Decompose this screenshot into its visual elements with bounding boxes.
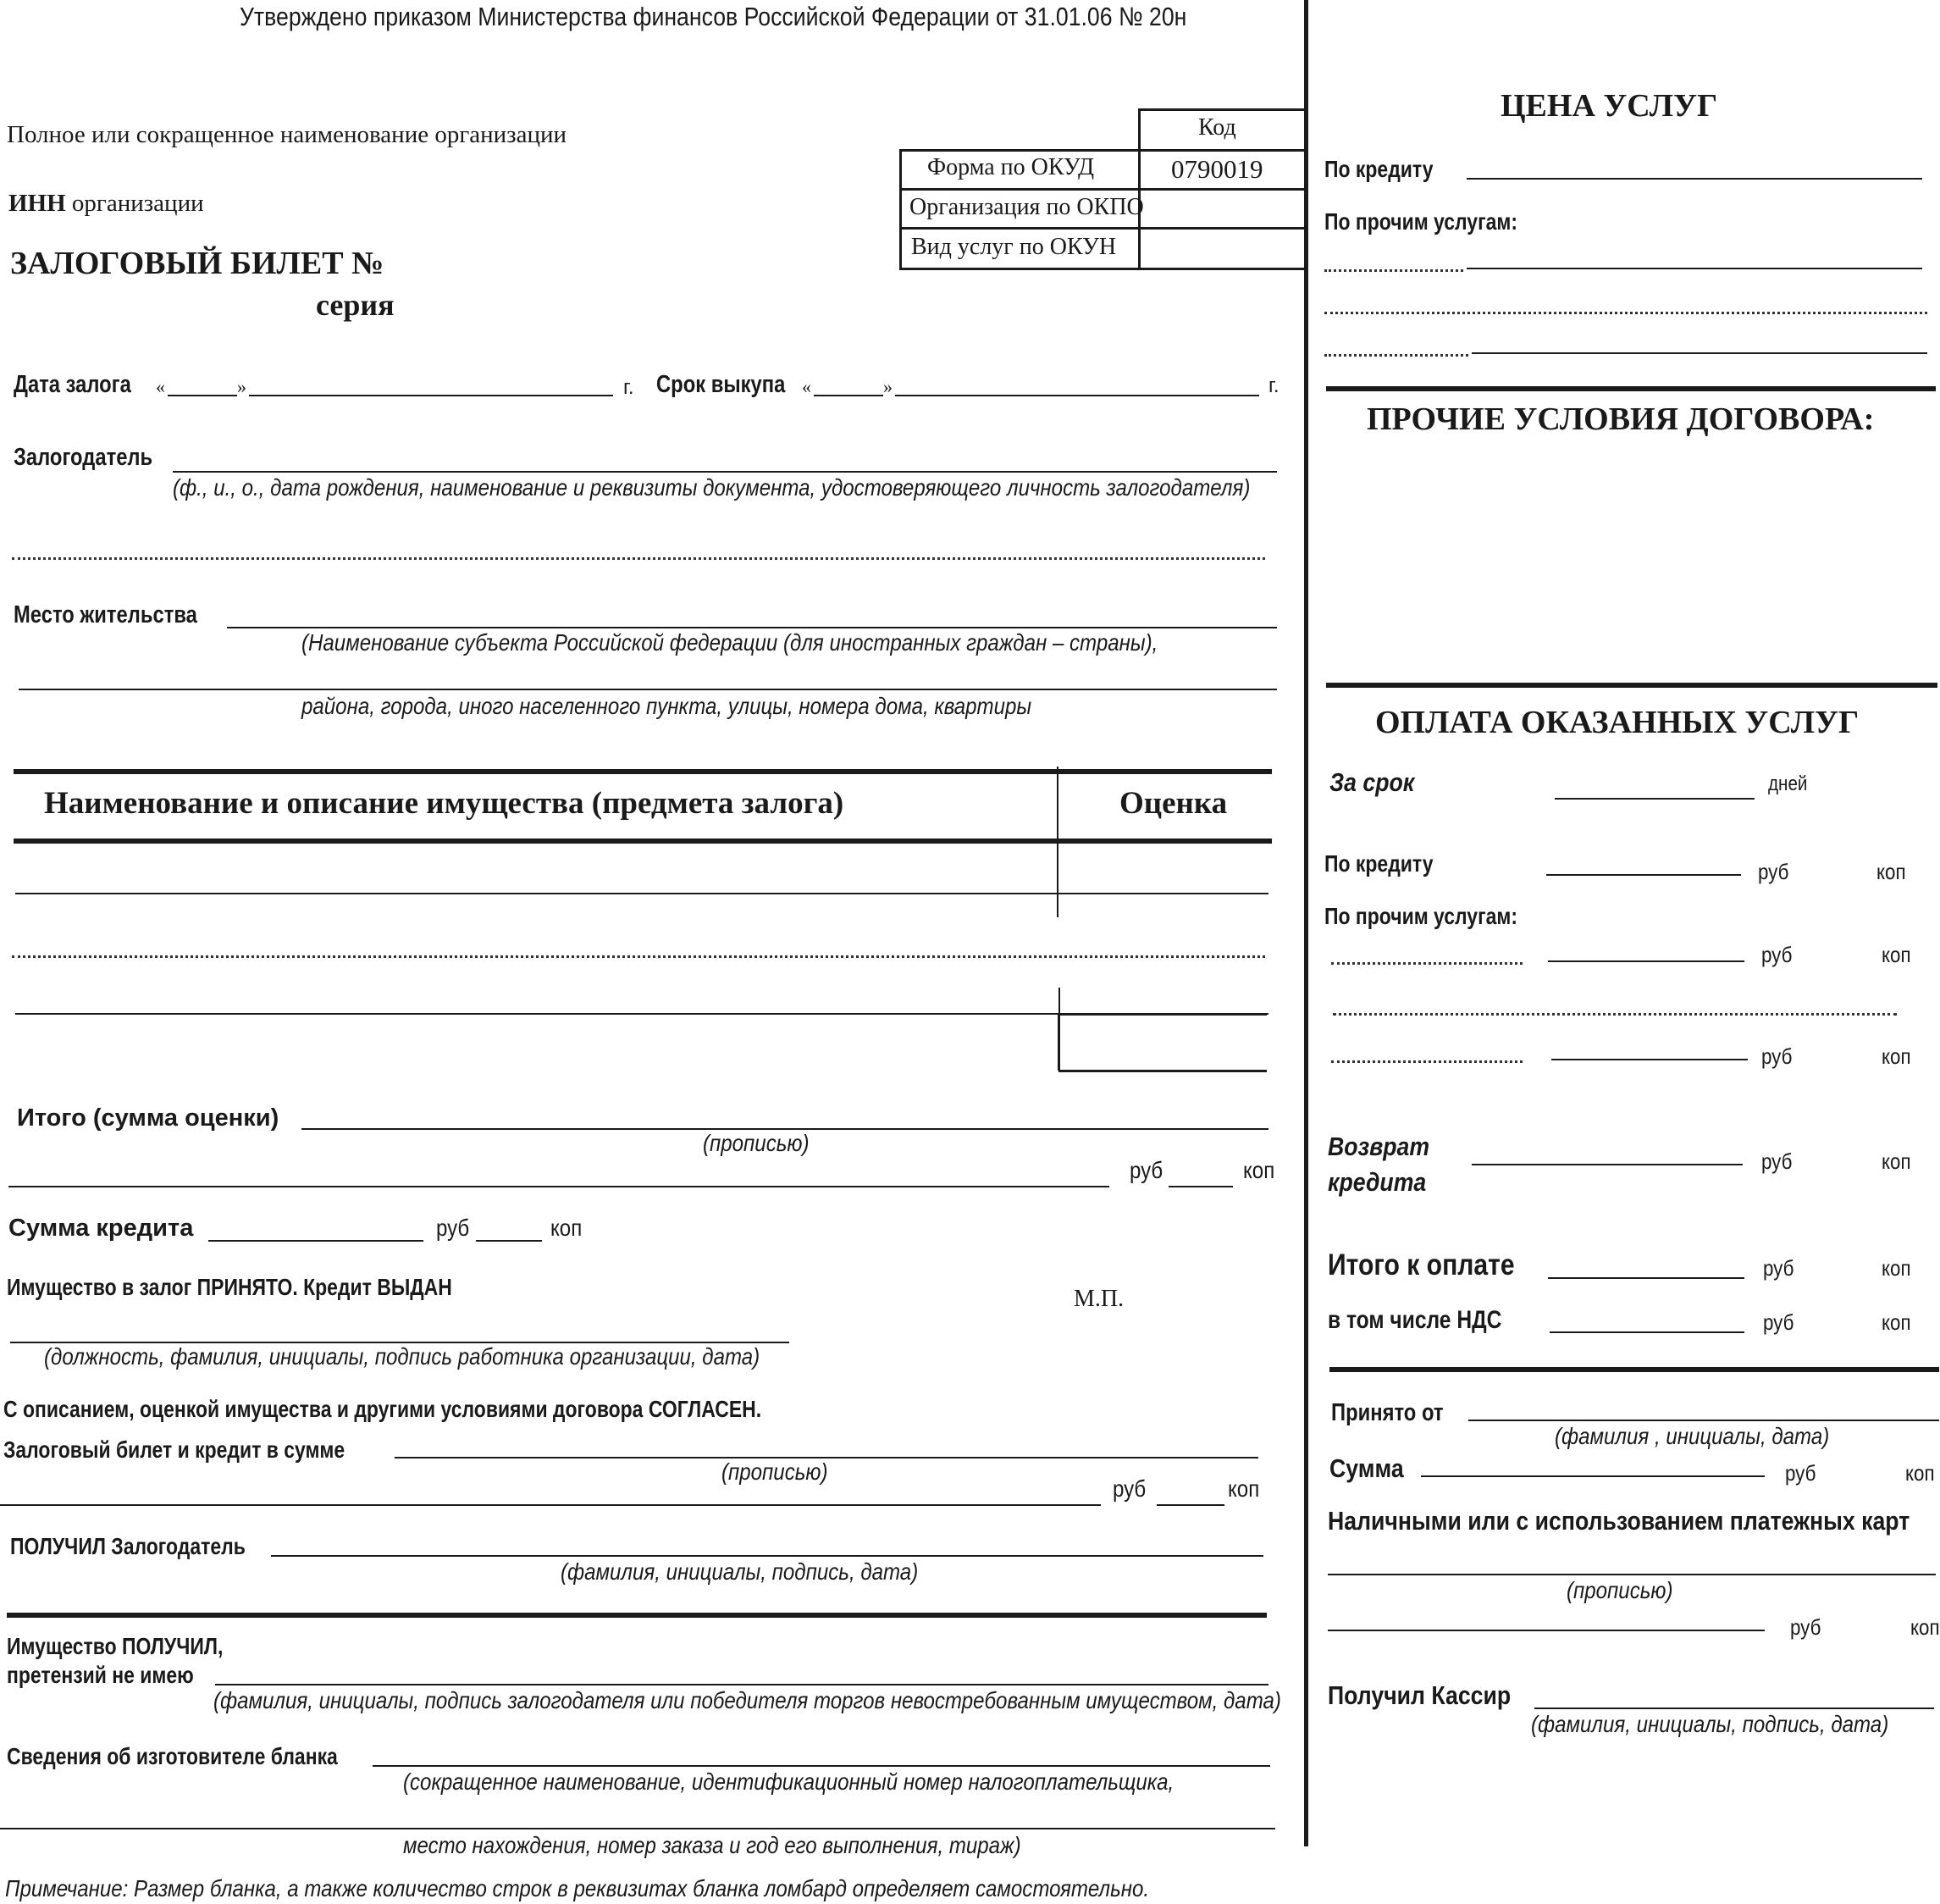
pledger-line[interactable]: [173, 471, 1277, 473]
org-name-label: Полное или сокращенное наименование организации: [7, 121, 567, 148]
property-dotted-line[interactable]: [12, 955, 1265, 958]
note-text: Примечание: Размер бланка, а также количество строк в реквизитах бланка ломбард определяет самостоятельно.: [5, 1875, 1150, 1901]
pledger-dotted-line[interactable]: [12, 557, 1265, 560]
credit-sum-label: Сумма кредита: [8, 1215, 194, 1242]
price-other-line-3[interactable]: [1472, 352, 1927, 354]
pledge-month-line[interactable]: [249, 395, 613, 396]
residence-hint-2: района, города, иного населенного пункта, улицы, номера дома, квартиры: [301, 693, 1032, 719]
maker-line-1[interactable]: [373, 1765, 1270, 1767]
received-from-hint: (фамилия , инициалы, дата): [1555, 1423, 1830, 1449]
pay-other-label: По прочим услугам:: [1324, 903, 1518, 929]
total-kop-line[interactable]: [1169, 1186, 1233, 1187]
stamp-label: М.П.: [1074, 1286, 1125, 1312]
total-label: Итого (сумма оценки): [17, 1104, 279, 1132]
price-other-dots-1: [1324, 269, 1463, 272]
received-hint: (фамилия, инициалы, подпись, дата): [561, 1558, 919, 1585]
return-kop: коп: [1882, 1148, 1911, 1174]
total-in-words-hint: (прописью): [703, 1130, 810, 1156]
maker-hint-1: (сокращенное наименование, идентификационный номер налогоплательщика,: [403, 1768, 1175, 1795]
prop-received-hint: (фамилия, инициалы, подпись залогодателя или победителя торгов невостребованным имуществом, дата): [213, 1687, 1281, 1713]
property-value-cell-left: [1058, 1013, 1060, 1071]
price-by-credit-label: По кредиту: [1324, 156, 1434, 182]
pledge-date-open-quote: «: [156, 376, 165, 397]
ticket-credit-words-line[interactable]: [0, 1504, 1101, 1506]
vat-label: в том числе НДС: [1328, 1306, 1502, 1334]
prop-received-line[interactable]: [215, 1684, 1268, 1685]
inn-label: [8, 191, 204, 216]
pledge-day-line[interactable]: [168, 395, 237, 396]
code-row-line-2: [899, 227, 1304, 230]
return-credit-line2: кредита: [1328, 1167, 1427, 1197]
agreed-text: С описанием, оценкой имущества и другими условиями договора СОГЛАСЕН.: [3, 1396, 762, 1422]
pay-other-rub-1: руб: [1761, 942, 1793, 967]
redeem-year-label: г.: [1268, 374, 1280, 397]
redeem-close-quote: »: [883, 376, 893, 397]
price-other-label: По прочим услугам:: [1324, 208, 1518, 235]
payment-title: ОПЛАТА ОКАЗАННЫХ УСЛУГ: [1375, 705, 1860, 740]
ticket-title: ЗАЛОГОВЫЙ БИЛЕТ №: [10, 246, 384, 281]
price-other-dots-3: [1324, 354, 1468, 357]
series-label: серия: [316, 288, 395, 322]
redeem-open-quote: «: [802, 376, 811, 397]
pay-by-credit-line[interactable]: [1546, 874, 1741, 876]
approval-text: Утверждено приказом Министерства финансов Российской Федерации от 31.01.06 № 20н: [240, 2, 1187, 31]
pledge-date-label: Дата залога: [14, 371, 131, 398]
conditions-section-separator: [1326, 683, 1937, 688]
residence-label: Место жительства: [14, 601, 197, 628]
total-pay-rub: руб: [1763, 1255, 1794, 1281]
price-section-separator: [1326, 386, 1936, 391]
residence-line-2[interactable]: [19, 689, 1277, 690]
code-row-line-1: [899, 188, 1304, 191]
pledge-year-label: г.: [623, 376, 634, 399]
credit-kop-label: коп: [550, 1215, 583, 1241]
credit-sum-line[interactable]: [208, 1240, 423, 1242]
property-value-cell-top: [1058, 1013, 1267, 1016]
cash-rub: руб: [1790, 1614, 1821, 1640]
maker-label: Сведения об изготовителе бланка: [7, 1743, 338, 1769]
maker-line-2[interactable]: [0, 1828, 1275, 1829]
for-period-line[interactable]: [1555, 798, 1755, 800]
return-credit-line1: Возврат: [1328, 1132, 1430, 1161]
price-other-line-1[interactable]: [1467, 268, 1922, 269]
vat-rub: руб: [1763, 1309, 1794, 1335]
pay-other-line-3[interactable]: [1551, 1059, 1748, 1060]
total-rub-label: руб: [1130, 1157, 1163, 1183]
sum-rub: руб: [1785, 1460, 1816, 1486]
pledge-date-close-quote: »: [237, 376, 246, 397]
ticket-kop-line[interactable]: [1157, 1504, 1224, 1506]
ticket-credit-in-words: (прописью): [721, 1458, 828, 1485]
pay-other-line-1[interactable]: [1548, 960, 1744, 962]
vat-kop: коп: [1882, 1309, 1911, 1335]
okud-label: Форма по ОКУД: [927, 154, 1095, 180]
return-rub: руб: [1761, 1148, 1793, 1174]
pay-other-kop-3: коп: [1882, 1043, 1911, 1069]
okun-label: Вид услуг по ОКУН: [911, 234, 1117, 260]
cash-cards-line[interactable]: [1328, 1574, 1936, 1575]
cashier-label: Получил Кассир: [1328, 1680, 1512, 1710]
received-line[interactable]: [271, 1555, 1263, 1557]
conditions-title: ПРОЧИЕ УСЛОВИЯ ДОГОВОРА:: [1367, 401, 1875, 437]
prop-received-line1: Имущество ПОЛУЧИЛ,: [7, 1633, 224, 1659]
redeem-label: Срок выкупа: [656, 371, 786, 398]
pay-other-dots-2[interactable]: [1333, 1013, 1897, 1016]
okpo-label: Организация по ОКПО: [909, 194, 1144, 220]
ticket-rub-label: руб: [1113, 1475, 1147, 1502]
for-period-label: За срок: [1329, 767, 1415, 797]
return-credit-line[interactable]: [1472, 1164, 1743, 1165]
price-other-dots-2[interactable]: [1324, 312, 1927, 314]
ticket-kop-label: коп: [1228, 1475, 1260, 1502]
sum-line[interactable]: [1421, 1475, 1765, 1477]
pay-other-dots-3: [1331, 1060, 1523, 1063]
sum-kop: коп: [1905, 1460, 1935, 1486]
code-header: Код: [1198, 114, 1236, 141]
maker-hint-2: место нахождения, номер заказа и год его выполнения, тираж): [403, 1832, 1021, 1858]
accepted-text: Имущество в залог ПРИНЯТО. Кредит ВЫДАН: [7, 1274, 452, 1300]
inn-label-bold: ИНН: [8, 190, 66, 217]
pledger-hint: (ф., и., о., дата рождения, наименование и реквизиты документа, удостоверяющего личность залогодателя): [173, 474, 1251, 501]
property-value-cell-bottom: [1058, 1070, 1267, 1072]
page-divider: [1304, 0, 1308, 1846]
total-pay-line[interactable]: [1548, 1277, 1744, 1279]
received-from-label: Принято от: [1331, 1399, 1444, 1426]
price-by-credit-line[interactable]: [1467, 178, 1922, 180]
pay-by-credit-kop: коп: [1876, 859, 1906, 884]
received-from-line[interactable]: [1468, 1420, 1939, 1421]
vat-line[interactable]: [1550, 1331, 1744, 1333]
property-col-name: Наименование и описание имущества (предмета залога): [44, 786, 844, 821]
total-words-line[interactable]: [8, 1186, 1109, 1187]
residence-hint-1: (Наименование субъекта Российской федерации (для иностранных граждан – страны),: [301, 629, 1158, 656]
inn-label-rest: организации: [65, 190, 204, 217]
total-pay-kop: коп: [1882, 1255, 1911, 1281]
left-bottom-separator: [7, 1613, 1267, 1618]
cash-in-words-hint: (прописью): [1567, 1577, 1673, 1603]
cashier-line[interactable]: [1534, 1708, 1934, 1709]
pay-by-credit-rub: руб: [1758, 859, 1789, 884]
ticket-credit-label: Залоговый билет и кредит в сумме: [3, 1436, 345, 1463]
property-table-top: [14, 769, 1272, 774]
pay-other-kop-1: коп: [1882, 942, 1911, 967]
cash-kop: коп: [1910, 1614, 1940, 1640]
total-pay-label: Итого к оплате: [1328, 1248, 1515, 1281]
property-table-header-bottom: [14, 839, 1272, 844]
credit-rub-label: руб: [436, 1215, 470, 1241]
prop-received-line2: претензий не имею: [7, 1662, 194, 1688]
redeem-month-line[interactable]: [895, 395, 1259, 396]
received-label: ПОЛУЧИЛ Залогодатель: [10, 1533, 246, 1559]
days-label: дней: [1768, 772, 1808, 795]
property-col-value: Оценка: [1119, 786, 1228, 821]
payment-bottom-separator: [1329, 1367, 1939, 1372]
pledger-label: Залогодатель: [14, 444, 153, 471]
cash-cards-label: Наличными или с использованием платежных карт: [1328, 1506, 1910, 1536]
pay-other-rub-3: руб: [1761, 1043, 1793, 1069]
property-row-line-1[interactable]: [15, 893, 1268, 894]
price-title: ЦЕНА УСЛУГ: [1501, 88, 1718, 124]
total-kop-label: коп: [1243, 1157, 1275, 1183]
sum-label: Сумма: [1329, 1453, 1404, 1483]
pay-by-credit-label: По кредиту: [1324, 850, 1434, 877]
redeem-day-line[interactable]: [814, 395, 883, 396]
pay-other-dots-1: [1331, 962, 1523, 965]
cash-words-line[interactable]: [1328, 1630, 1765, 1631]
credit-kop-line[interactable]: [476, 1240, 542, 1242]
okud-value: 0790019: [1171, 154, 1263, 184]
cashier-hint: (фамилия, инициалы, подпись, дата): [1531, 1711, 1889, 1737]
employee-hint: (должность, фамилия, инициалы, подпись работника организации, дата): [44, 1343, 760, 1370]
residence-line-1[interactable]: [227, 627, 1277, 628]
